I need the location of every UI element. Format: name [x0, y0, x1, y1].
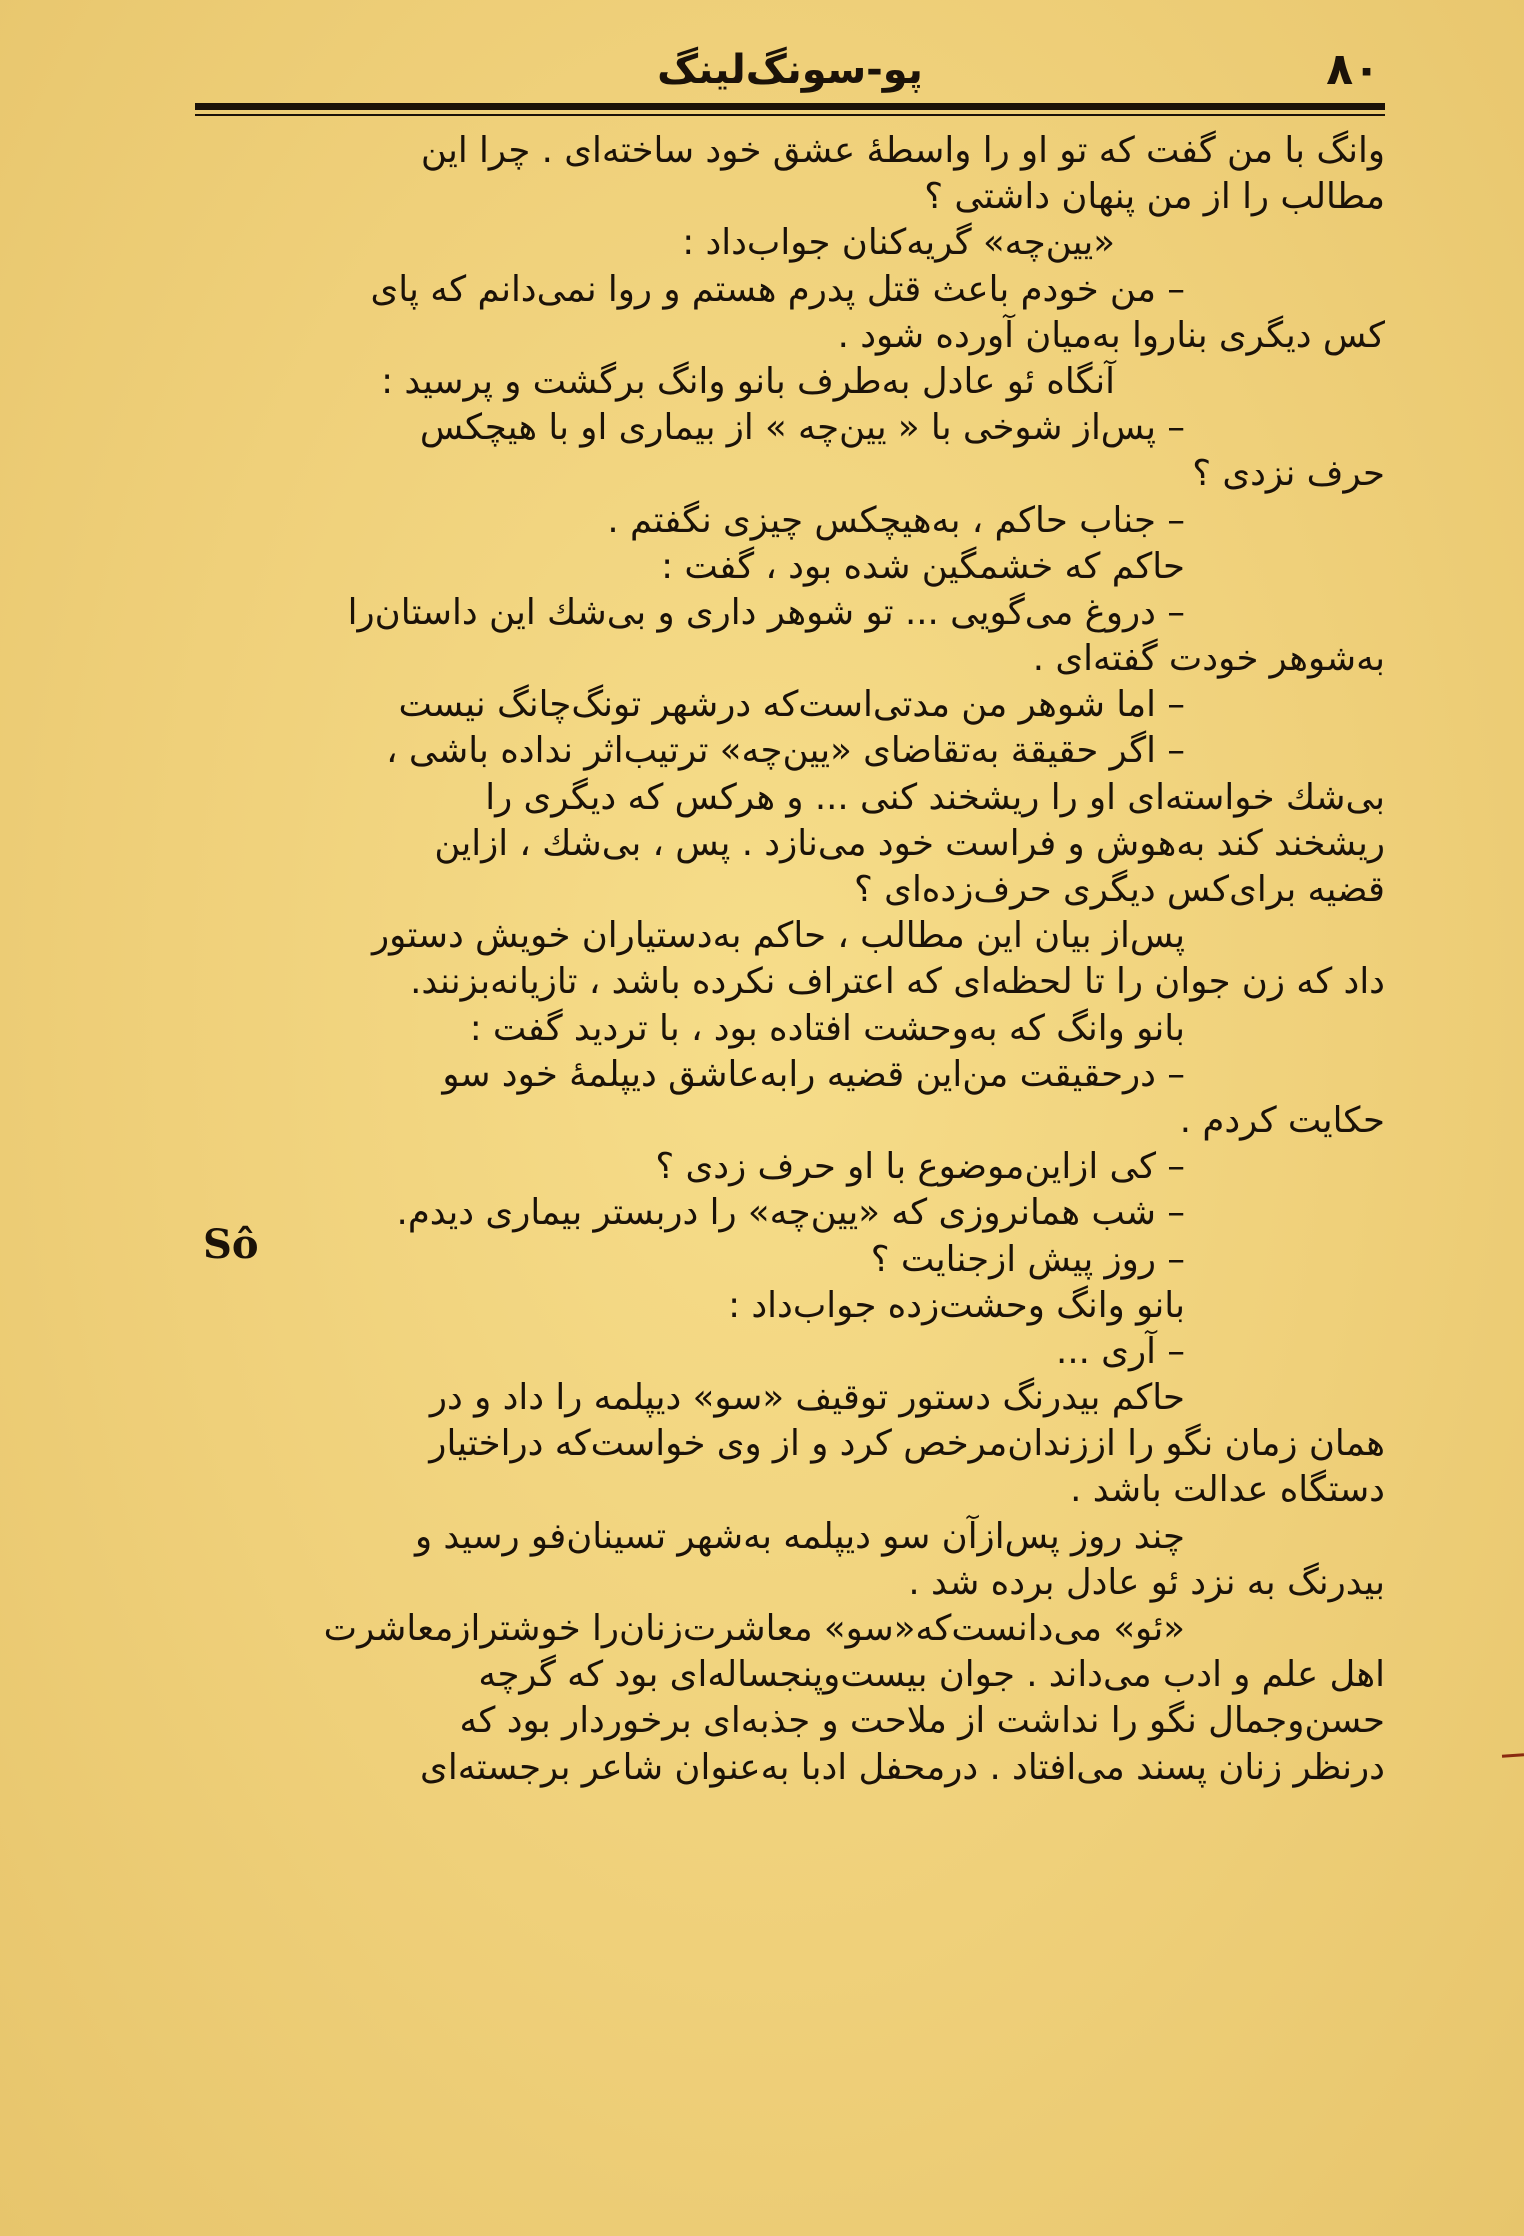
text-line: – پس‌از شوخی با « یین‌چه » از بیماری او با هیچکس — [419, 407, 1185, 449]
text-line: – اگر حقیقة به‌تقاضای «یین‌چه» ترتیب‌اثر نداده باشی ، — [386, 730, 1185, 772]
text-line: آنگاه ئو عادل به‌طرف بانو وانگ برگشت و پرسید : — [381, 360, 1115, 402]
text-line: «یین‌چه» گریه‌کنان جواب‌داد : — [682, 222, 1115, 264]
text-line: دستگاه عدالت باشد . — [1070, 1469, 1385, 1511]
text-line: چند روز پس‌ازآن سو دیپلمه به‌شهر تسینان‌فو رسید و — [414, 1515, 1185, 1557]
text-line: مطالب را از من پنهان داشتی ؟ — [924, 176, 1385, 218]
body-text — [195, 128, 1385, 1791]
text-line: داد که زن جوان را تا لحظه‌ای که اعتراف نکرده باشد ، تازیانه‌بزنند. — [410, 961, 1385, 1003]
text-line: حرف نزدی ؟ — [1192, 453, 1385, 495]
text-line: «ئو» می‌دانست‌که«سو» معاشرت‌زنان‌را خوشترازمعاشرت — [323, 1608, 1185, 1649]
text-line: – درحقیقت من‌این قضیه رابه‌عاشق دیپلمهٔ خود سو — [442, 1053, 1185, 1095]
text-line: حکایت کردم . — [1179, 1099, 1385, 1141]
text-line: به‌شوهر خودت گفته‌ای . — [1032, 638, 1385, 680]
page-number: ۸۰ — [1326, 44, 1380, 95]
text-line: حاکم که خشمگین شده بود ، گفت : — [661, 545, 1185, 587]
edge-mark — [1502, 1753, 1524, 1758]
margin-note: Sô — [203, 1221, 259, 1268]
text-line: وانگ با من گفت که تو او را واسطهٔ عشق خود ساخته‌ای . چرا این — [420, 130, 1385, 171]
text-line: – من خودم باعث قتل پدرم هستم و روا نمی‌دانم که پای — [370, 268, 1185, 310]
header-rule-thin — [195, 114, 1385, 116]
text-line: درنظر زنان پسند می‌افتاد . درمحفل ادبا به‌عنوان شاعر برجسته‌ای — [420, 1746, 1385, 1788]
text-line: – آری ... — [1056, 1330, 1185, 1372]
text-line: – روز پیش ازجنایت ؟ — [870, 1238, 1185, 1280]
text-line: بانو وانگ که به‌وحشت افتاده بود ، با تردید گفت : — [469, 1007, 1185, 1049]
text-line: – جناب حاکم ، به‌هیچکس چیزی نگفتم . — [607, 499, 1185, 541]
text-line: پس‌از بیان این مطالب ، حاکم به‌دستیاران خویش دستور — [372, 915, 1185, 957]
text-line: کس دیگری بناروا به‌میان آورده شود . — [837, 314, 1385, 356]
text-line: اهل علم و ادب می‌داند . جوان بیست‌وپنجساله‌ای بود که گرچه — [478, 1654, 1385, 1696]
text-line: ریشخند کند به‌هوش و فراست خود می‌نازد . پس ، بی‌شك ، ازاین — [434, 822, 1385, 864]
page-header — [200, 40, 1380, 100]
text-line: – شب همانروزی که «یین‌چه» را دربستر بیماری دیدم. — [396, 1192, 1185, 1234]
text-line: حسن‌وجمال نگو را نداشت از ملاحت و جذبه‌ای برخوردار بود که — [459, 1700, 1385, 1742]
text-line: بانو وانگ وحشت‌زده جواب‌داد : — [728, 1284, 1185, 1326]
text-line: بی‌شك خواسته‌ای او را ریشخند کنی ... و هرکس که دیگری را — [485, 776, 1385, 818]
text-line: – دروغ می‌گویی ... تو شوهر داری و بی‌شك این داستان‌را — [347, 591, 1185, 633]
running-title: پو-سونگ‌لینگ — [657, 47, 923, 93]
header-rule-thick — [195, 103, 1385, 110]
text-line: – کی ازاین‌موضوع با او حرف زدی ؟ — [655, 1146, 1185, 1188]
text-line: همان زمان نگو را اززندان‌مرخص کرد و از وی خواست‌که دراختیار — [429, 1423, 1385, 1465]
text-line: حاکم بیدرنگ دستور توقیف «سو» دیپلمه را داد و در — [429, 1377, 1185, 1419]
text-line: بیدرنگ به نزد ئو عادل برده شد . — [908, 1561, 1385, 1603]
text-line: قضیه برای‌کس دیگری حرف‌زده‌ای ؟ — [854, 869, 1385, 910]
text-line: – اما شوهر من مدتی‌است‌که درشهر تونگ‌چانگ نیست — [398, 684, 1185, 726]
